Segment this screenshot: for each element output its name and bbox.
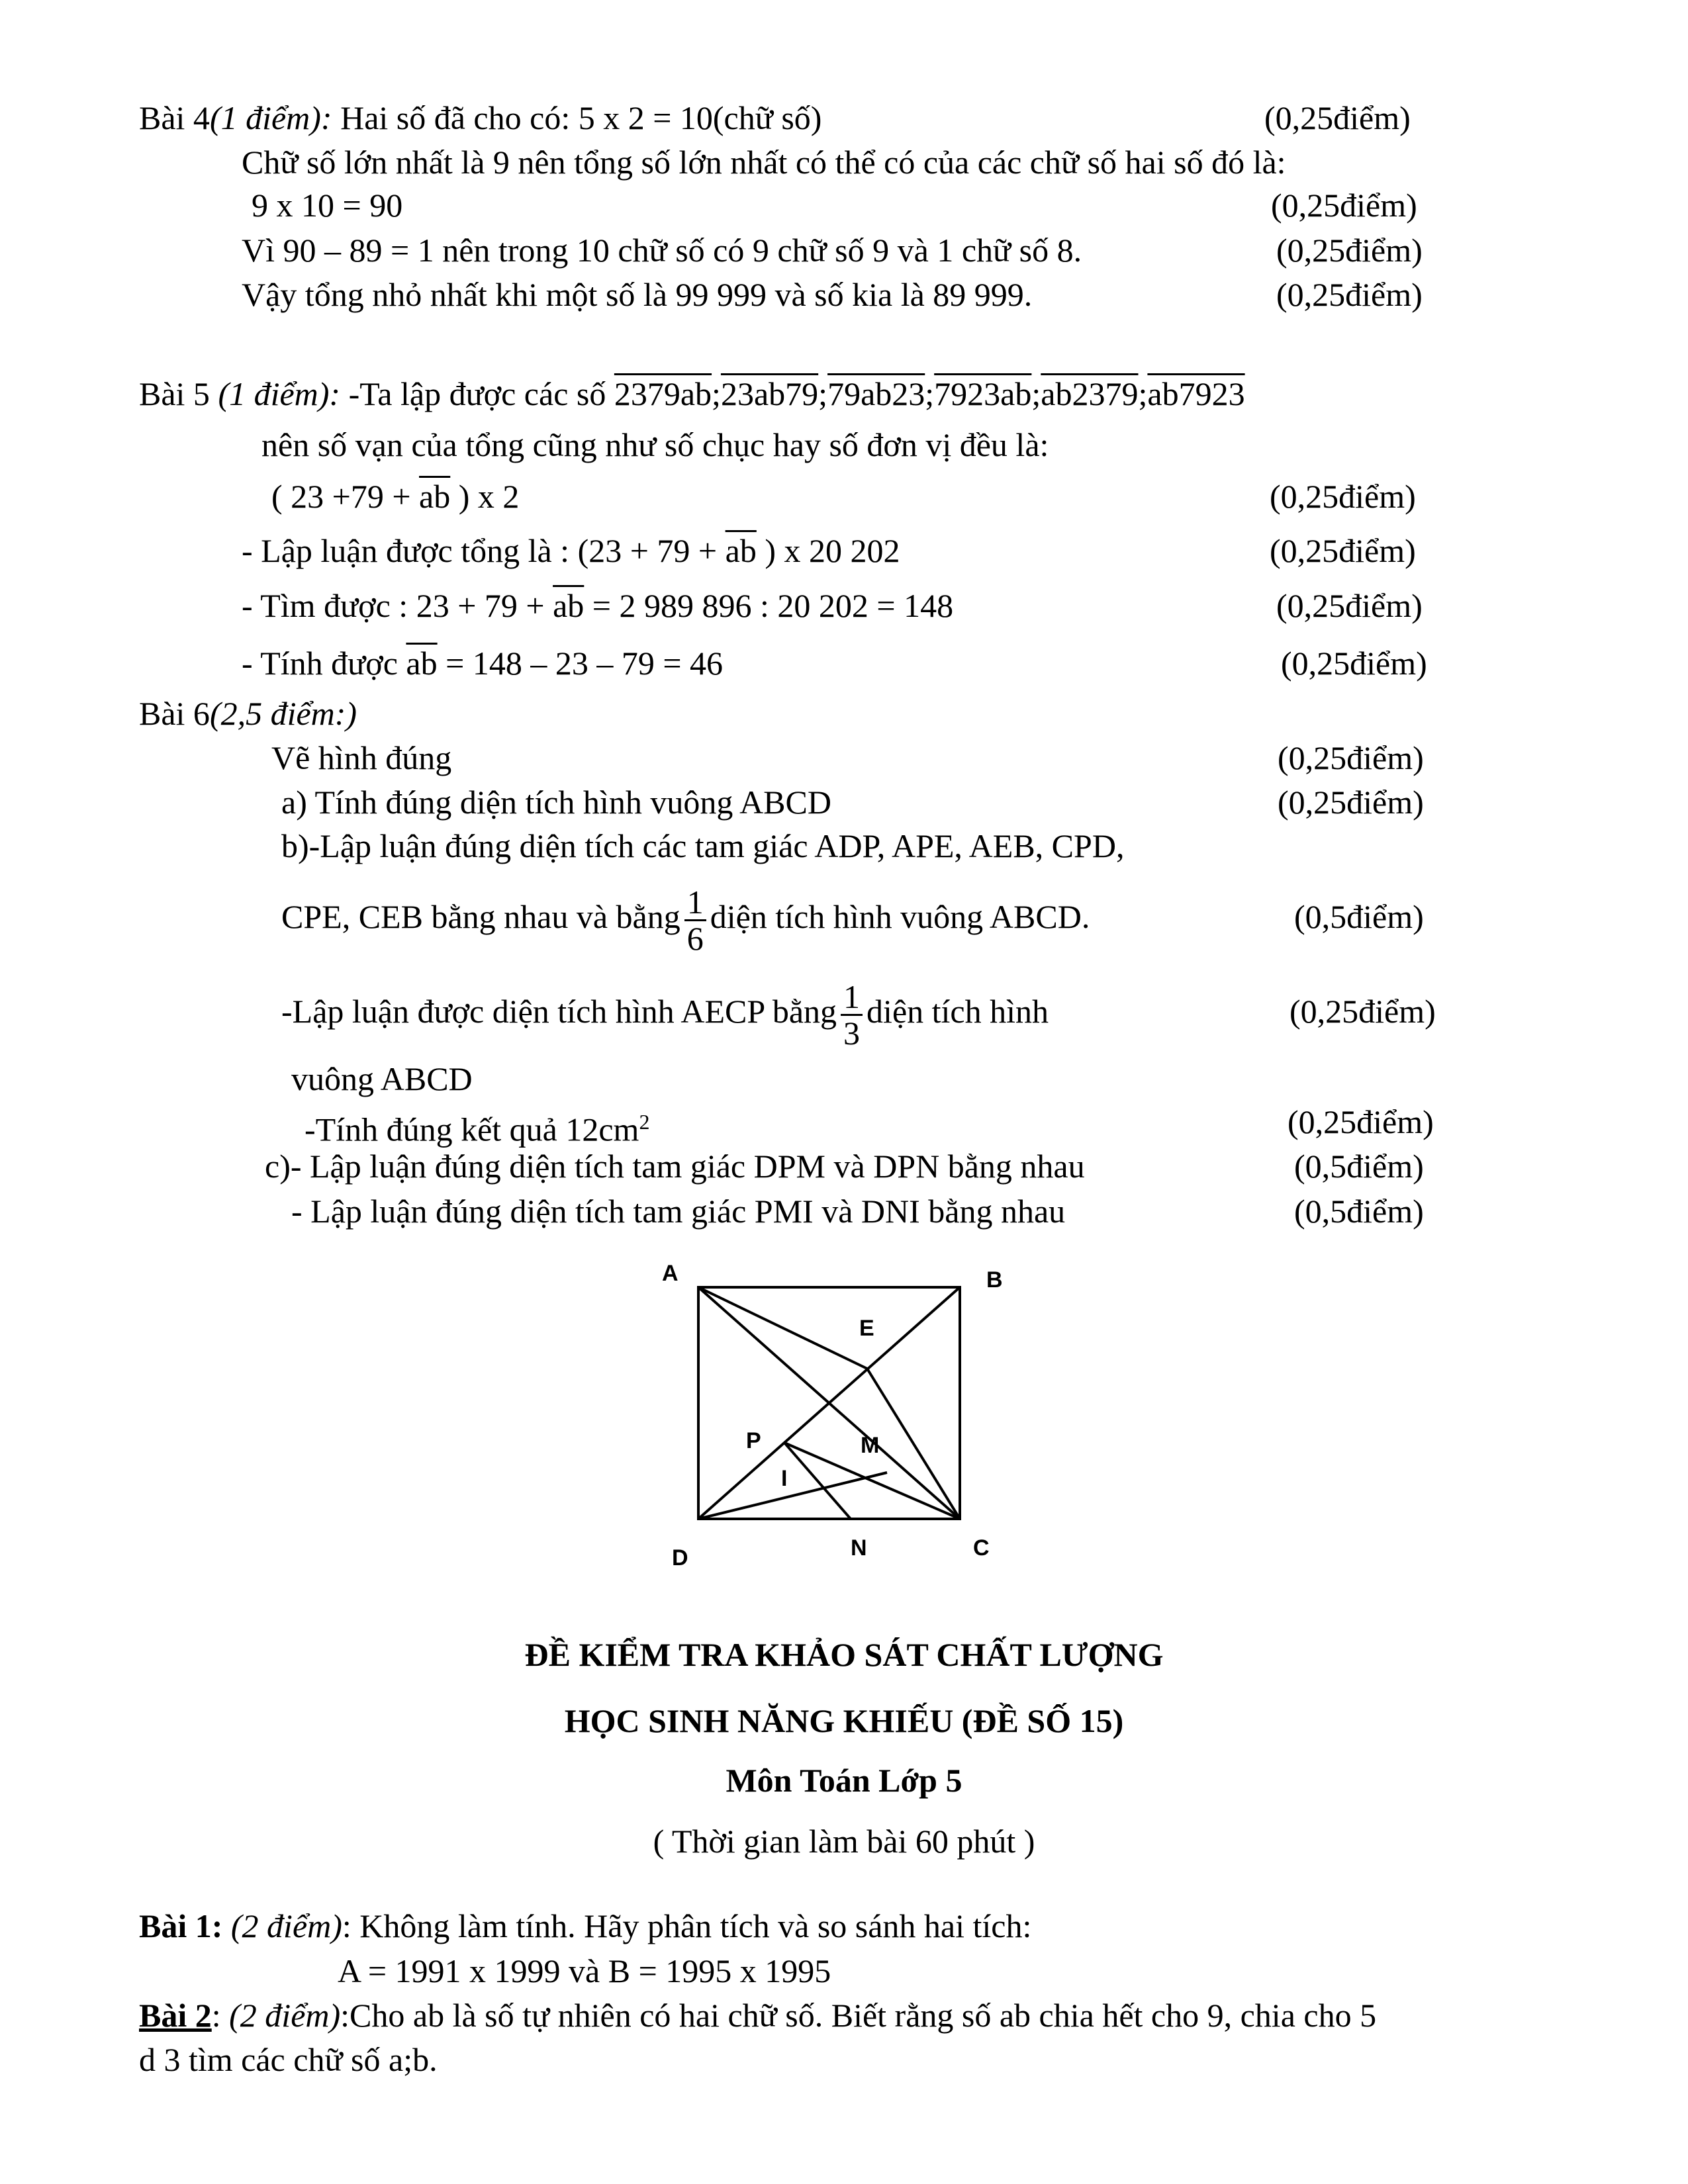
exam-q1: Bài 1: (2 điểm): Không làm tính. Hãy phân tích và so sánh hai tích: [139,1907,1032,1944]
bai6-l9-score: (0,5điểm) [1294,1193,1424,1230]
bai6-l1: Vẽ hình đúng [271,739,452,776]
label-i: I [781,1466,788,1491]
label-p: P [746,1428,761,1453]
bai6-l2-score: (0,25điểm) [1278,784,1424,821]
bai6-l7-score: (0,25điểm) [1288,1103,1434,1140]
segment-ae [698,1287,867,1369]
bai5-line2: nên số vạn của tổng cũng như số chục hay số đơn vị đều là: [261,426,1049,463]
exam-q1-line2: A = 1991 x 1999 và B = 1995 x 1995 [338,1952,831,1989]
bai5-number: 23ab79 [720,375,819,412]
bai4-title-note: (1 điểm): [209,99,332,136]
exam-title-2: HỌC SINH NĂNG KHIẾU (ĐỀ SỐ 15) [564,1702,1124,1739]
bai4-line4-score: (0,25điểm) [1276,232,1423,269]
exam-title-1: ĐỀ KIỂM TRA KHẢO SÁT CHẤT LƯỢNG [524,1636,1164,1673]
bai5-line1: Bài 5 (1 điểm): -Ta lập được các số 2379ab;23ab79;79ab23;7923ab;ab2379;ab7923 [139,375,1245,412]
bai6-title: Bài 6 [139,695,210,732]
bai5-line6-score: (0,25điểm) [1281,645,1427,682]
bai5-title-note: (1 điểm): [218,375,341,412]
bai5-number: ab2379 [1041,375,1139,412]
bai6-l9: - Lập luận đúng diện tích tam giác PMI và DNI bằng nhau [291,1193,1066,1230]
exam-subject: Môn Toán Lớp 5 [726,1762,962,1799]
bai6-l8: c)- Lập luận đúng diện tích tam giác DPM và DPN bằng nhau [265,1148,1085,1185]
fraction-one-third: $\frac{1}{3}$ [841,979,863,1050]
exam-q2: Bài 2: (2 điểm):Cho ab là số tự nhiên có hai chữ số. Biết rằng số ab chia hết cho 9, chia cho 5 [139,1997,1377,2034]
bai5-number: 79ab23 [827,375,925,412]
exam-time: ( Thời gian làm bài 60 phút ) [653,1823,1035,1860]
fraction-one-sixth: $\frac{1}{6}$ [684,885,706,956]
segment-pn [784,1443,851,1519]
bai6-l3: b)-Lập luận đúng diện tích các tam giác ADP, APE, AEB, CPD, [281,827,1125,864]
bai6-l2: a) Tính đúng diện tích hình vuông ABCD [281,784,831,821]
bai4-line2: Chữ số lớn nhất là 9 nên tổng số lớn nhất có thể có của các chữ số hai số đó là: [242,144,1286,181]
bai4-line3: 9 x 10 = 90 [252,187,403,224]
label-d: D [672,1545,688,1570]
bai4-line4: Vì 90 – 89 = 1 nên trong 10 chữ số có 9 chữ số 9 và 1 chữ số 8. [242,232,1082,269]
bai6-l1-score: (0,25điểm) [1278,739,1424,776]
bai6-l4-score: (0,5điểm) [1294,898,1424,935]
bai5-number: 7923ab [934,375,1032,412]
label-e: E [859,1316,874,1341]
bai6-l6: vuông ABCD [291,1060,473,1097]
label-n: N [851,1535,867,1561]
bai6-l4: CPE, CEB bằng nhau và bằng $\frac{1}{6}$ diện tích hình vuông ABCD. [281,884,1090,958]
bai4-title: Bài 4 [139,99,210,136]
bai4-line1: Bài 4(1 điểm): Hai số đã cho có: 5 x 2 = 10(chữ số) [139,99,822,136]
q1-label: Bài 1: [139,1907,223,1944]
exam-q2-line2: d 3 tìm các chữ số a;b. [139,2041,438,2078]
q2-label: Bài 2 [139,1997,212,2034]
bai5-line6: - Tính được $\overline{ab} = 148 - 23 - 79 = 46$ [242,645,724,682]
segment-dm [698,1473,887,1519]
bai4-line5: Vậy tổng nhỏ nhất khi một số là 99 999 và số kia là 89 999. [242,276,1033,313]
bai4-line5-score: (0,25điểm) [1276,276,1423,313]
bai5-line4-score: (0,25điểm) [1270,532,1416,569]
bai6-l5: -Lập luận được diện tích hình AECP bằng $\frac{1}{3}$ diện tích hình [281,978,1049,1052]
bai6-title-note: (2,5 điểm:) [209,695,357,732]
bai5-line4: - Lập luận được tổng là : ($23 + 79 + \overline{ab}$ ) x 20 202 [242,532,900,569]
label-m: M [861,1433,880,1458]
bai5-line3-score: (0,25điểm) [1270,478,1416,515]
label-c: C [973,1535,990,1561]
bai5-line3: ( $23 +79 + \overline{ab}$ ) x 2 [271,478,520,515]
bai6-l5-score: (0,25điểm) [1289,993,1436,1030]
label-a: A [662,1261,679,1286]
bai5-title: Bài 5 [139,375,210,412]
bai4-line1-score: (0,25điểm) [1264,99,1411,136]
label-b: B [986,1267,1003,1293]
bai6-l7: -Tính đúng kết quả $12cm^2$ [305,1110,650,1148]
bai6-l8-score: (0,5điểm) [1294,1148,1424,1185]
bai5-number: ab7923 [1147,375,1245,412]
bai5-line5: - Tìm được : $23 + 79 + \overline{ab} = 2$ 989 896 : 20 202 = 148 [242,587,954,624]
bai4-line3-score: (0,25điểm) [1271,187,1417,224]
segment-ec [867,1369,960,1519]
bai5-line5-score: (0,25điểm) [1276,587,1423,624]
bai5-number: 2379ab [614,375,712,412]
